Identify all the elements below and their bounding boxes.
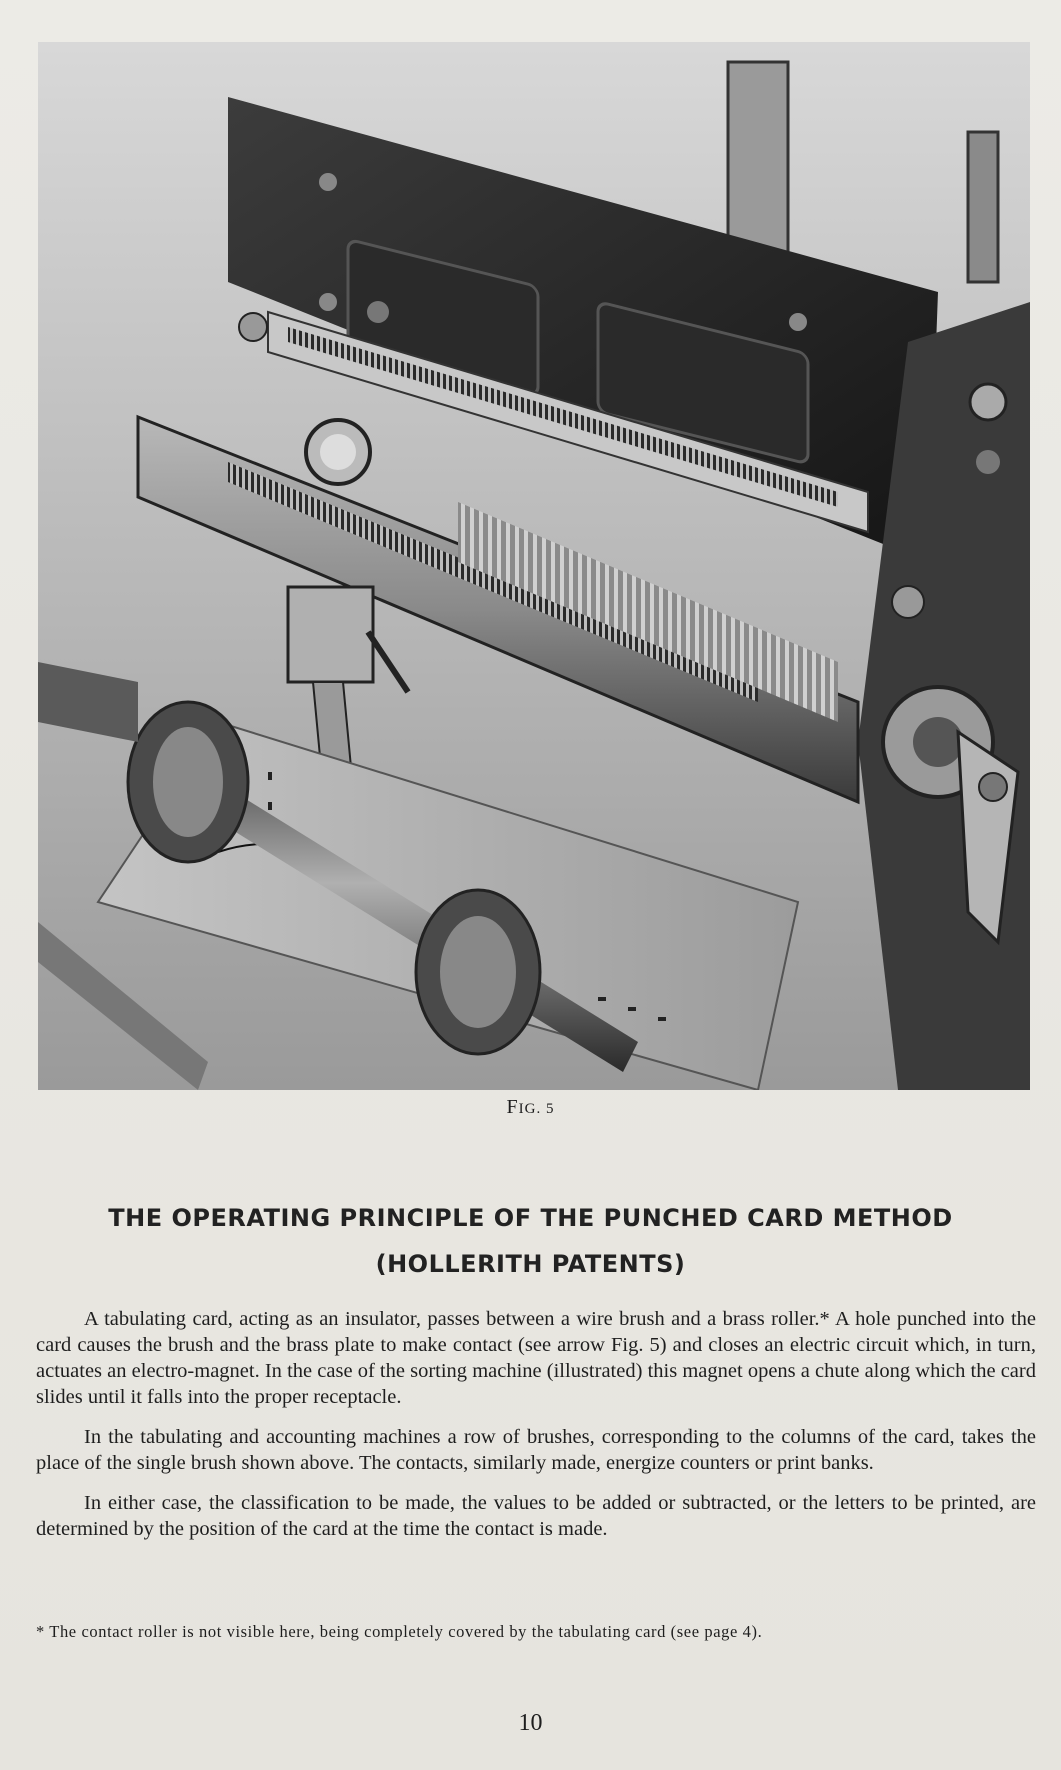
sorting-machine-photograph	[38, 42, 1030, 1090]
machine-illustration	[38, 42, 1030, 1090]
section-heading: THE OPERATING PRINCIPLE OF THE PUNCHED CARD METHOD	[108, 1204, 953, 1232]
section-subheading: (HOLLERITH PATENTS)	[375, 1250, 686, 1278]
figure-caption	[0, 1096, 1061, 1119]
caption-rest: IG. 5	[518, 1101, 555, 1117]
paragraph: In the tabulating and accounting machines a row of brushes, corresponding to the columns of the card, takes the place of the single brush shown above. The contacts, similarly made, energize counters or print banks.	[36, 1426, 1036, 1474]
page-number: 10	[518, 1710, 543, 1736]
body-text	[36, 1306, 1036, 1556]
paragraph: A tabulating card, acting as an insulator, passes between a wire brush and a brass roller.* A hole punched into the card causes the brush and the brass plate to make contact (see arrow Fig. 5) and closes an electric circuit which, in turn, actuates an electro-magnet. In the case of the sorting machine (illustrated) this magnet opens a chute along which the card slides until it falls into the proper receptacle.	[36, 1308, 1036, 1408]
paragraph: In either case, the classification to be made, the values to be added or subtracted, or the letters to be printed, are determined by the position of the card at the time the contact is made.	[36, 1492, 1036, 1540]
footnote: * The contact roller is not visible here, being completely covered by the tabulating card (see page 4).	[36, 1622, 763, 1641]
caption-initial: F	[506, 1096, 519, 1118]
